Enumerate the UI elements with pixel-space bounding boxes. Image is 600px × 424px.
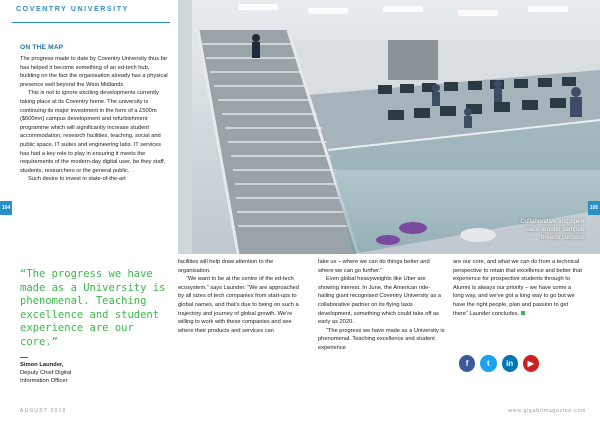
paragraph: “The progress we have made as a University is phenomenal. Teaching excellence and student experience [318,327,445,351]
article-column-1 [20,55,170,184]
paragraph: take us – where we can do things better and where we can go further.” [318,259,430,274]
article-column-4 [453,258,583,318]
photo-caption: Collaborative and open space around campus breeds success [520,218,584,241]
article-column-2 [178,258,306,335]
section-heading: ON THE MAP [20,44,64,51]
youtube-icon[interactable]: ▶ [523,355,539,372]
social-links [459,355,539,373]
magazine-section-title: COVENTRY UNIVERSITY [16,6,129,13]
paragraph: Such desire to invest in state-of-the-art [28,176,126,183]
paragraph: facilities will help draw attention to the organisation. [178,259,274,274]
header-divider [12,22,170,23]
facebook-icon[interactable]: f [459,355,475,372]
twitter-icon[interactable]: t [480,355,496,372]
paragraph: This is not to ignore exciting developments currently taking place at its Coventry home. The university is continuing its major investment in the form of a £500m ($600mn) campus development and refurbishment programme which will significantly increase student accommodation, research facilities, teaching, social and public space, IT suites and engineering labs. IT services has had a key role to play in ensuring it meets the requirements of the modern-day digital user, be they staff, students, researchers or the general public. [20,90,166,174]
quote-attribution-role: Deputy Chief Digital Information Officer [20,370,72,384]
page-number-left: 104 [0,201,12,215]
campus-photo [178,0,600,254]
page-header [0,0,178,24]
paragraph: Even global heavyweights like Uber are showing interest. In June, the American ride-hailing giant recognised Coventry University as a collaborative partner on its flying taxis development, something which could take off as early as 2020. [318,276,441,326]
article-column-3 [318,258,446,353]
page-number-right: 105 [588,201,600,215]
paragraph-text: are our core, and what we can do from a technical perspective to retain that excellence and better that experience for prospective students through to Alumni is always our priority – we have come a long way, and we’ve got a long way to go but we have the right people, plan and passion to get there” Launder concludes. [453,259,582,317]
paragraph: The progress made to date by Coventry University thus far has helped it become something of an ed-tech hub, building on the fact the organisation already has a physical presence well beyond the West Midlands. [20,56,168,88]
quote-divider [20,357,28,358]
paragraph: “We want to be at the centre of the ed-tech ecosystem,” says Launder. “We are approached by all sizes of tech companies from start-ups to global names, and that’s due to being on such a trajectory and journey of global growth. We’re willing to work with these companies and see where their products and services can [178,276,299,334]
footer-url[interactable]: www.gigabitmagazine.com [508,408,586,414]
paragraph [453,258,583,318]
article-end-mark [521,311,525,315]
campus-interior-illustration [178,0,600,254]
footer-date: AUGUST 2018 [20,408,67,414]
quote-attribution-name: Simon Launder, [20,362,64,368]
pull-quote: “The progress we have made as a University is phenomenal. Teaching excellence and student experience are our core.” [20,268,166,348]
linkedin-icon[interactable]: in [502,355,518,372]
